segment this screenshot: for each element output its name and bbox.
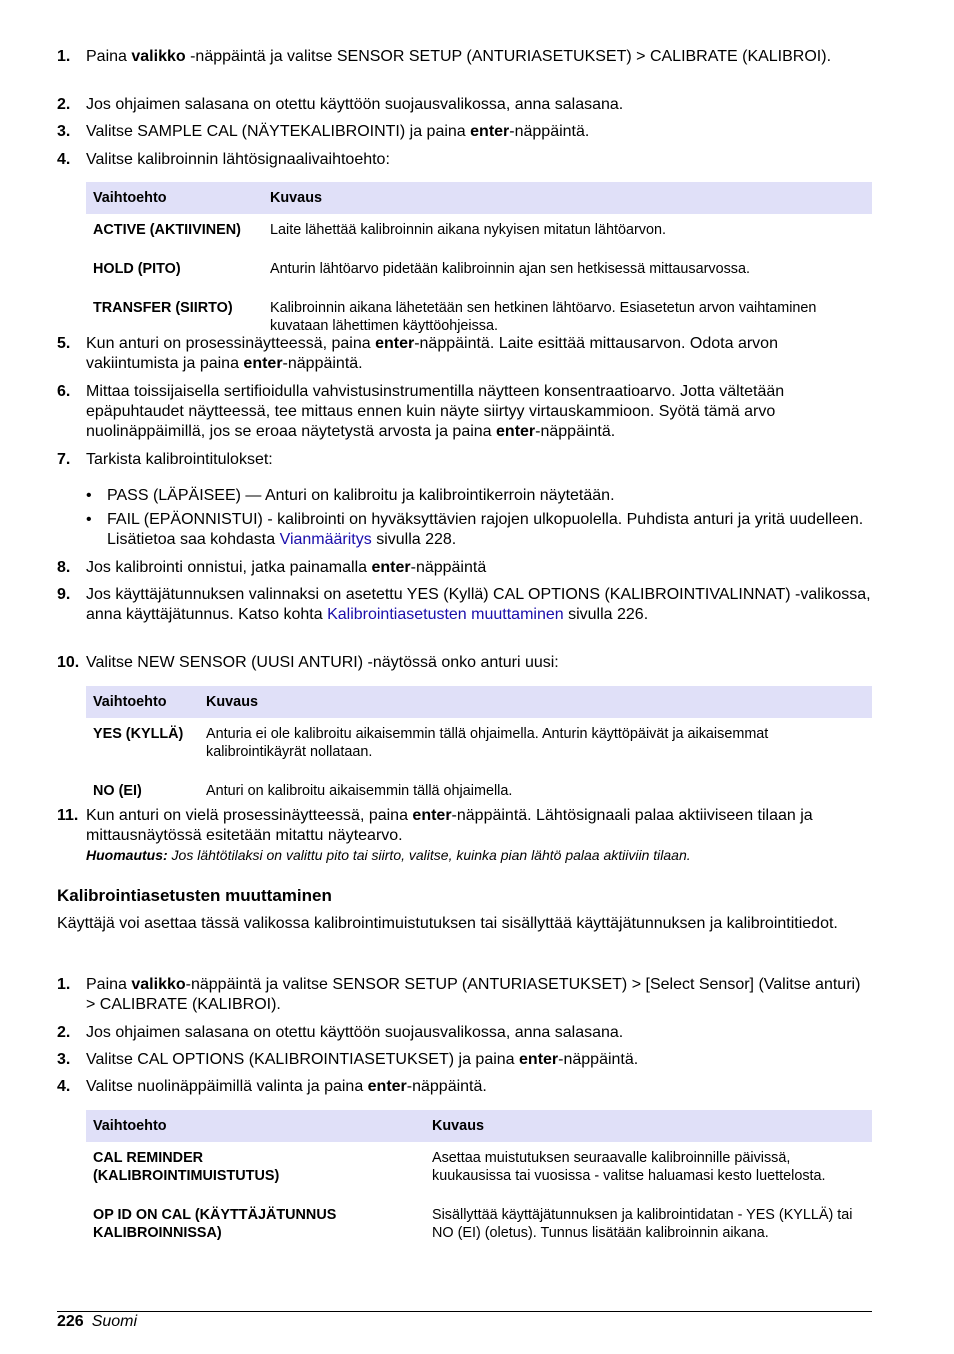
key-name: enter	[412, 807, 452, 824]
step-text	[86, 558, 872, 578]
step-b-1	[57, 975, 872, 1015]
table-row	[86, 1192, 872, 1249]
step-number: 4.	[57, 151, 71, 168]
text-run: -näppäintä	[410, 559, 487, 576]
step-number: 9.	[57, 586, 71, 603]
option-description: Anturia ei ole kalibroitu aikaisemmin tällä ohjaimella. Anturin käyttöpäivät ja aikaisemmat kalibrointikäyrät nollataan.	[206, 726, 769, 760]
step-a-7	[57, 450, 872, 470]
step-number: 1.	[57, 48, 71, 65]
option-description: Laite lähettää kalibroinnin aikana nykyisen mitatun lähtöarvon.	[270, 222, 666, 238]
option-name: NO (EI)	[93, 783, 142, 799]
cal-options-table	[86, 1110, 872, 1249]
step-number: 8.	[57, 559, 71, 576]
section-intro: Käyttäjä voi asettaa tässä valikossa kalibrointimuistutuksen tai sisällyttää käyttäjätunnuksen ja kalibrointitiedot.	[57, 915, 838, 932]
key-name: enter	[519, 1051, 559, 1068]
option-name: OP ID ON CAL (KÄYTTÄJÄTUNNUS KALIBROINNISSA)	[93, 1207, 337, 1241]
option-name: HOLD (PITO)	[93, 261, 181, 277]
bullet-text	[107, 510, 872, 550]
footer-divider	[57, 1311, 872, 1312]
step-text: Valitse kalibroinnin lähtösignaalivaihtoehto:	[86, 151, 390, 168]
option-name: TRANSFER (SIIRTO)	[93, 300, 233, 316]
new-sensor-table	[86, 686, 872, 807]
text-run: sivulla 228.	[371, 531, 457, 548]
text-run: Jos käyttäjätunnuksen valinnaksi on asetettu YES (Kyllä) CAL OPTIONS (KALIBROINTIVALINNAT) -valikossa, anna käyttäjätunnus. Katso kohta	[86, 586, 871, 623]
troubleshooting-link[interactable]: Vianmääritys	[279, 531, 372, 548]
text-run: Valitse nuolinäppäimillä valinta ja paina	[86, 1078, 368, 1095]
step-text	[86, 1077, 872, 1097]
column-header: Vaihtoehto	[86, 182, 263, 214]
table-row	[86, 768, 872, 807]
step-text	[86, 806, 872, 846]
step-number: 10.	[57, 654, 80, 671]
text-run: Valitse SAMPLE CAL (NÄYTEKALIBROINTI) ja paina	[86, 123, 471, 140]
page-number: 226	[57, 1313, 84, 1330]
column-header: Kuvaus	[263, 182, 872, 214]
text-run: Paina	[86, 48, 132, 65]
key-name: enter	[496, 423, 536, 440]
key-name: enter	[367, 1078, 407, 1095]
option-description: Anturin lähtöarvo pidetään kalibroinnin ajan sen hetkisessä mittausarvossa.	[270, 261, 750, 277]
step-number: 1.	[57, 976, 71, 993]
text-run: Valitse CAL OPTIONS (KALIBROINTIASETUKSET) ja paina	[86, 1051, 520, 1068]
table-row	[86, 1142, 872, 1192]
text-run: -näppäintä.	[535, 423, 616, 440]
step-a-5	[57, 334, 872, 374]
text-run: Kun anturi on vielä prosessinäytteessä, paina	[86, 807, 413, 824]
step-text	[86, 1050, 872, 1070]
option-name: YES (KYLLÄ)	[93, 726, 184, 742]
note-text: Jos lähtötilaksi on valittu pito tai siirto, valitse, kuinka pian lähtö palaa aktiiviin tilaan.	[167, 847, 691, 863]
text-run: Kun anturi on prosessinäytteessä, paina	[86, 335, 376, 352]
table-header-row	[86, 182, 872, 214]
step-number: 5.	[57, 335, 71, 352]
bullet-text: PASS (LÄPÄISEE) — Anturi on kalibroitu ja kalibrointikerroin näytetään.	[107, 487, 615, 504]
step-a-10	[57, 653, 872, 673]
option-description: Sisällyttää käyttäjätunnuksen ja kalibrointidatan - YES (KYLLÄ) tai NO (EI) (oletus). Tunnus lisätään kalibroinnin aikana.	[432, 1207, 853, 1241]
option-name: ACTIVE (AKTIIVINEN)	[93, 222, 241, 238]
column-header: Kuvaus	[425, 1110, 872, 1142]
step-a-1	[57, 47, 872, 67]
step-text: Tarkista kalibrointitulokset:	[86, 451, 273, 468]
step-b-3	[57, 1050, 872, 1070]
key-name: valikko	[131, 976, 186, 993]
text-run: -näppäintä.	[282, 355, 363, 372]
key-name: enter	[371, 559, 411, 576]
step-number: 2.	[57, 1024, 71, 1041]
text-run: -näppäintä.	[406, 1078, 487, 1095]
option-description: Anturi on kalibroitu aikaisemmin tällä ohjaimella.	[206, 783, 513, 799]
key-name: enter	[243, 355, 283, 372]
result-bullet-pass	[86, 486, 872, 506]
calibration-settings-link[interactable]: Kalibrointiasetusten muuttaminen	[327, 606, 564, 623]
page-footer	[57, 1312, 137, 1332]
key-name: enter	[375, 335, 415, 352]
step-a-11	[57, 806, 872, 864]
step-a-4	[57, 150, 872, 170]
step-b-2	[57, 1023, 872, 1043]
step-text	[86, 334, 872, 374]
output-option-table	[86, 182, 872, 342]
step-a-3	[57, 122, 872, 142]
option-description: Asettaa muistutuksen seuraavalle kalibroinnille päivissä, kuukausissa tai vuosissa - valitse haluamasi kesto luettelosta.	[432, 1150, 826, 1184]
step-text	[86, 122, 872, 142]
note	[86, 846, 872, 864]
step-number: 3.	[57, 1051, 71, 1068]
step-text: Valitse NEW SENSOR (UUSI ANTURI) -näytössä onko anturi uusi:	[86, 654, 559, 671]
key-name: valikko	[131, 48, 186, 65]
section-heading: Kalibrointiasetusten muuttaminen	[57, 886, 332, 905]
text-run: -näppäintä ja valitse SENSOR SETUP (ANTURIASETUKSET) > [Select Sensor] (Valitse anturi) > CALIBRATE (KALIBROI).	[86, 976, 861, 1013]
step-text	[86, 382, 872, 442]
step-number: 3.	[57, 123, 71, 140]
text-run: Paina	[86, 976, 132, 993]
bullet-icon: •	[86, 511, 92, 528]
step-number: 7.	[57, 451, 71, 468]
text-run: -näppäintä.	[558, 1051, 639, 1068]
result-bullet-fail	[86, 510, 872, 550]
text-run: Jos kalibrointi onnistui, jatka painamalla	[86, 559, 372, 576]
step-a-8	[57, 558, 872, 578]
option-description: Kalibroinnin aikana lähetetään sen hetkinen lähtöarvo. Esiasetetun arvon vaihtaminen kuvataan lähettimen käyttöohjeissa.	[270, 300, 817, 334]
bullet-icon: •	[86, 487, 92, 504]
text-run: -näppäintä. Laite esittää mittausarvon. Odota arvon vakiintumista ja paina	[86, 335, 778, 372]
table-row	[86, 214, 872, 246]
step-text	[86, 975, 872, 1015]
key-name: enter	[470, 123, 510, 140]
table-row	[86, 718, 872, 768]
option-name: CAL REMINDER (KALIBROINTIMUISTUTUS)	[93, 1150, 280, 1184]
step-text	[86, 585, 872, 625]
text-run: -näppäintä ja valitse SENSOR SETUP (ANTURIASETUKSET) > CALIBRATE (KALIBROI).	[185, 48, 832, 65]
text-run: -näppäintä.	[509, 123, 590, 140]
text-run: -näppäintä. Lähtösignaali palaa aktiiviseen tilaan ja mittausnäytössä esitetään mitattu näytearvo.	[86, 807, 813, 844]
step-text: Jos ohjaimen salasana on otettu käyttöön suojausvalikossa, anna salasana.	[86, 96, 624, 113]
table-row	[86, 246, 872, 285]
step-number: 6.	[57, 383, 71, 400]
column-header: Kuvaus	[199, 686, 872, 718]
step-text	[86, 47, 872, 67]
language-label: Suomi	[91, 1313, 138, 1330]
step-number: 11.	[57, 807, 79, 824]
step-number: 2.	[57, 96, 71, 113]
step-a-2	[57, 95, 872, 115]
note-label: Huomautus:	[86, 847, 168, 863]
column-header: Vaihtoehto	[86, 686, 199, 718]
step-a-9	[57, 585, 872, 625]
text-run: FAIL (EPÄONNISTUI) - kalibrointi on hyväksyttävien rajojen ulkopuolella. Puhdista anturi ja yritä uudelleen. Lisätietoa saa kohdasta	[107, 511, 864, 548]
step-text: Jos ohjaimen salasana on otettu käyttöön suojausvalikossa, anna salasana.	[86, 1024, 624, 1041]
column-header: Vaihtoehto	[86, 1110, 425, 1142]
step-a-6	[57, 382, 872, 442]
text-run: sivulla 226.	[563, 606, 649, 623]
text-run: Mittaa toissijaisella sertifioidulla vahvistusinstrumentilla näytteen konsentraatioarvo. Jotta vältetään epäpuhtaudet näytteessä, tee mittaus ennen kuin näyte siirtyy virtauskammioon. Syötä tämä arvo nuolinäppäimillä, jos se eroaa näytetystä arvosta ja paina	[86, 383, 785, 440]
step-b-4	[57, 1077, 872, 1097]
table-header-row	[86, 1110, 872, 1142]
table-header-row	[86, 686, 872, 718]
step-number: 4.	[57, 1078, 71, 1095]
